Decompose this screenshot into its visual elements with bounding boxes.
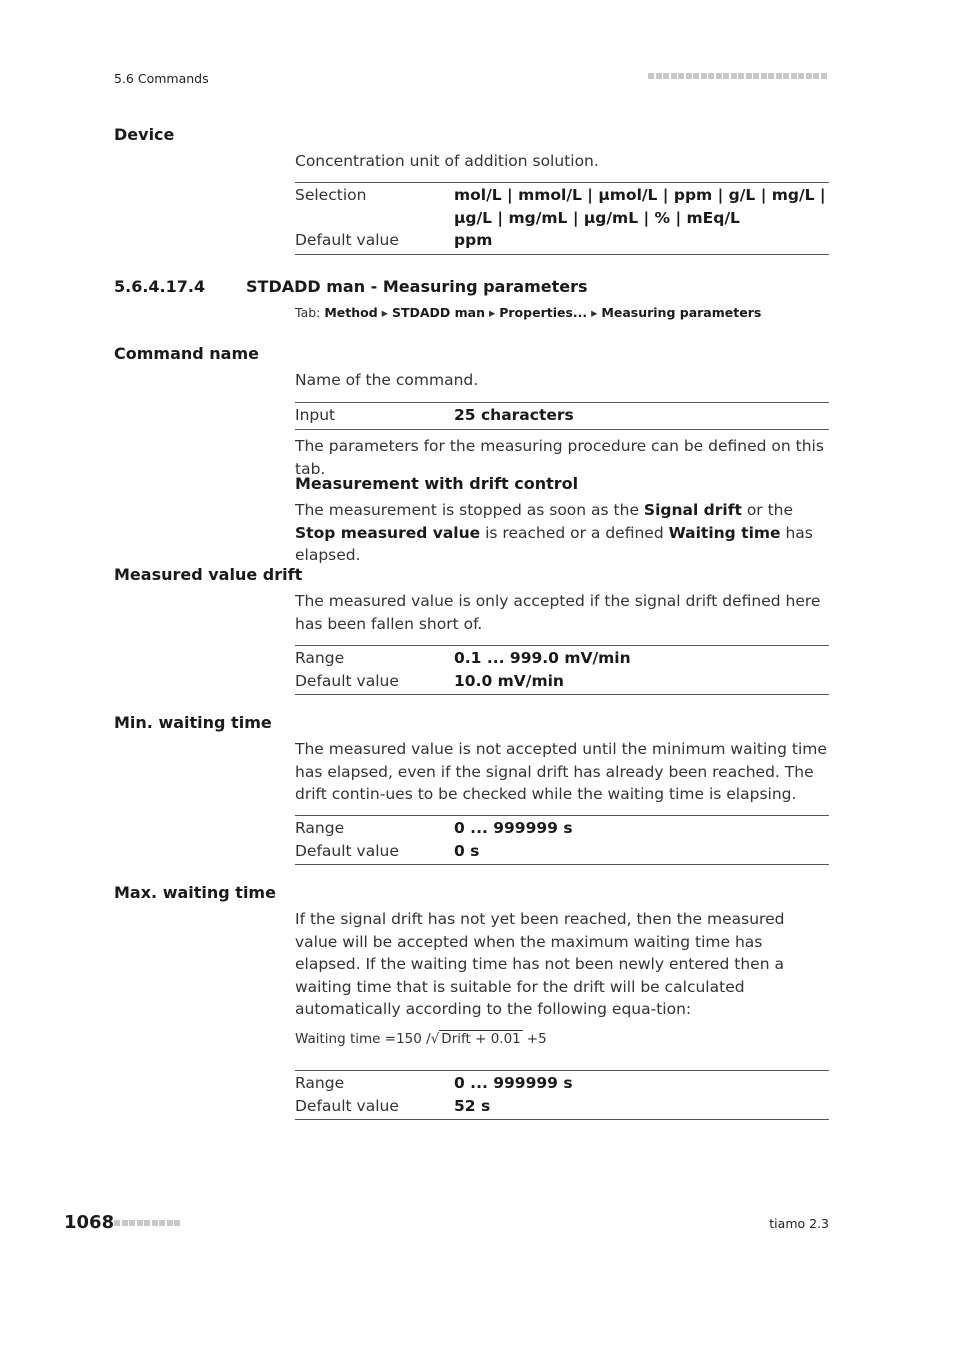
default-key: Default value [295,841,399,860]
measured-value-drift-table [295,645,829,695]
max-waiting-time-label: Max. waiting time [114,883,276,902]
default-value: 52 s [454,1096,491,1115]
measured-value-drift-description: The measured value is only accepted if the signal drift defined here has been fallen short of. [295,592,821,633]
tab-prefix: Tab: [295,305,321,320]
range-value: 0 ... 999999 s [454,819,573,837]
selection-values-line2: µg/L | mg/mL | µg/mL | % | mEq/L [454,208,740,227]
command-name-table [295,402,829,430]
header-decoration [648,73,829,82]
drift-control-heading: Measurement with drift control [295,474,579,493]
selection-key: Selection [295,186,367,204]
default-value: 10.0 mV/min [454,671,564,690]
tab-path-stdadd: STDADD man [391,305,485,320]
selection-values-line1: mol/L | mmol/L | µmol/L | ppm | g/L | mg/L | [454,186,826,204]
max-waiting-time-description: If the signal drift has not yet been reached, then the measured value will be accepted when the maximum waiting time has elapsed. If the waiting time has not been newly entered then a waiting time that is suitable for the drift will be calculated automatically according to the following equa-tion: [295,910,785,1018]
measured-value-drift-label: Measured value drift [114,565,303,584]
min-waiting-time-description: The measured value is not accepted until the minimum waiting time has elapsed, even if the signal drift has already been reached. The drift contin-ues to be checked while the waiting time is elapsing. [295,740,827,803]
triangle-right-icon: ▸ [381,305,388,320]
default-key: Default value [295,671,399,690]
tab-path [295,305,761,320]
range-row [295,647,829,670]
default-row [295,1095,829,1118]
measuring-procedure-text: The parameters for the measuring procedure can be defined on this tab. [295,437,824,478]
default-value: ppm [454,231,493,249]
default-row [295,840,829,863]
min-waiting-time-label: Min. waiting time [114,713,272,732]
range-key: Range [295,1074,345,1092]
tab-path-method: Method [324,305,378,320]
range-key: Range [295,819,345,837]
tab-path-properties: Properties... [499,305,588,320]
default-key: Default value [295,1096,399,1115]
default-key: Default value [295,231,399,249]
max-waiting-time-table [295,1070,829,1120]
equation-radicand: Drift + 0.01 [441,1031,521,1047]
sqrt-symbol: √ [430,1031,440,1047]
command-name-description: Name of the command. [295,371,479,389]
default-row [295,670,829,693]
tab-path-measuring: Measuring parameters [601,305,762,320]
default-row [295,229,829,252]
product-name: tiamo 2.3 [769,1216,829,1231]
command-name-label: Command name [114,344,259,363]
section-number: 5.6.4.17.4 [114,277,206,296]
drift-control-paragraph: The measurement is stopped as soon as the Signal drift or the Stop measured value is reached or a defined Waiting time has elapsed. [295,501,813,564]
selection-row [295,184,829,229]
device-table [295,182,829,255]
triangle-right-icon: ▸ [488,305,496,320]
min-waiting-time-table [295,815,829,865]
section-title: STDADD man - Measuring parameters [246,277,588,296]
input-key: Input [295,406,336,424]
equation-left: Waiting time =150 / [295,1031,431,1047]
input-row [295,404,829,427]
range-key: Range [295,649,345,667]
range-row [295,817,829,840]
device-description: Concentration unit of addition solution. [295,152,599,170]
waiting-time-equation [295,1030,547,1047]
triangle-right-icon: ▸ [591,305,598,320]
range-row [295,1072,829,1095]
default-value: 0 s [454,841,480,860]
page-number: 1068 [64,1212,115,1233]
range-value: 0.1 ... 999.0 mV/min [454,649,631,667]
footer-decoration [114,1220,182,1229]
running-header-section: 5.6 Commands [114,71,209,86]
equation-right: +5 [526,1031,547,1047]
range-value: 0 ... 999999 s [454,1074,573,1092]
device-label: Device [114,125,175,144]
input-value: 25 characters [454,406,574,424]
